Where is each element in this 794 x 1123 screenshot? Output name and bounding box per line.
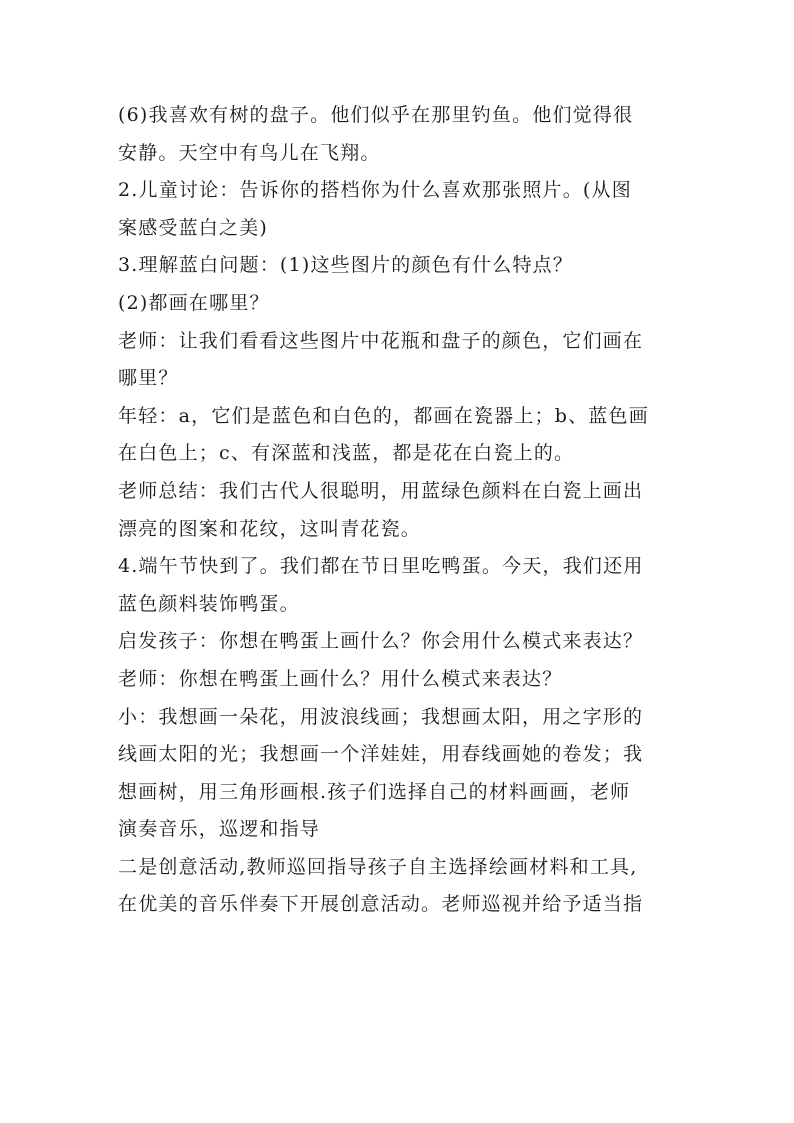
text-line: 老师总结：我们古代人很聪明，用蓝绿色颜料在白瓷上画出 bbox=[118, 479, 644, 502]
text-line: 2.儿童讨论：告诉你的搭档你为什么喜欢那张照片。(从图 bbox=[118, 179, 632, 202]
text-line: 老师：让我们看看这些图片中花瓶和盘子的颜色，它们画在 bbox=[118, 329, 644, 352]
text-line: 演奏音乐，巡逻和指导 bbox=[118, 818, 321, 841]
text-line: (2)都画在哪里？ bbox=[118, 291, 270, 314]
text-line: 蓝色颜料装饰鸭蛋。 bbox=[118, 592, 300, 615]
document-body bbox=[118, 97, 690, 924]
text-line: 4.端午节快到了。我们都在节日里吃鸭蛋。今天，我们还用 bbox=[118, 555, 644, 578]
text-line: 案感受蓝白之美) bbox=[118, 216, 269, 239]
text-line: 安静。天空中有鸟儿在飞翔。 bbox=[118, 141, 381, 164]
text-line: 小：我想画一朵花，用波浪线画；我想画太阳，用之字形的 bbox=[118, 705, 644, 728]
text-line: 在优美的音乐伴奏下开展创意活动。老师巡视并给予适当指 bbox=[118, 893, 644, 916]
text-line: 年轻：a，它们是蓝色和白色的，都画在瓷器上；b、蓝色画 bbox=[118, 404, 649, 427]
text-line: 老师：你想在鸭蛋上画什么？用什么模式来表达？ bbox=[118, 667, 563, 690]
text-line: 启发孩子：你想在鸭蛋上画什么？你会用什么模式来表达？ bbox=[118, 630, 644, 653]
text-line: 哪里？ bbox=[118, 367, 179, 390]
text-line: 想画树，用三角形画根.孩子们选择自己的材料画画，老师 bbox=[118, 780, 631, 803]
text-line: 线画太阳的光；我想画一个洋娃娃，用春线画她的卷发；我 bbox=[118, 743, 644, 766]
text-line: (6)我喜欢有树的盘子。他们似乎在那里钓鱼。他们觉得很 bbox=[118, 104, 634, 126]
text-line: 二是创意活动,教师巡回指导孩子自主选择绘画材料和工具, bbox=[118, 855, 638, 878]
text-line: 3.理解蓝白问题：(1)这些图片的颜色有什么特点？ bbox=[118, 254, 574, 277]
text-line: 漂亮的图案和花纹，这叫青花瓷。 bbox=[118, 517, 422, 540]
text-line: 在白色上；c、有深蓝和浅蓝，都是花在白瓷上的。 bbox=[118, 442, 575, 465]
